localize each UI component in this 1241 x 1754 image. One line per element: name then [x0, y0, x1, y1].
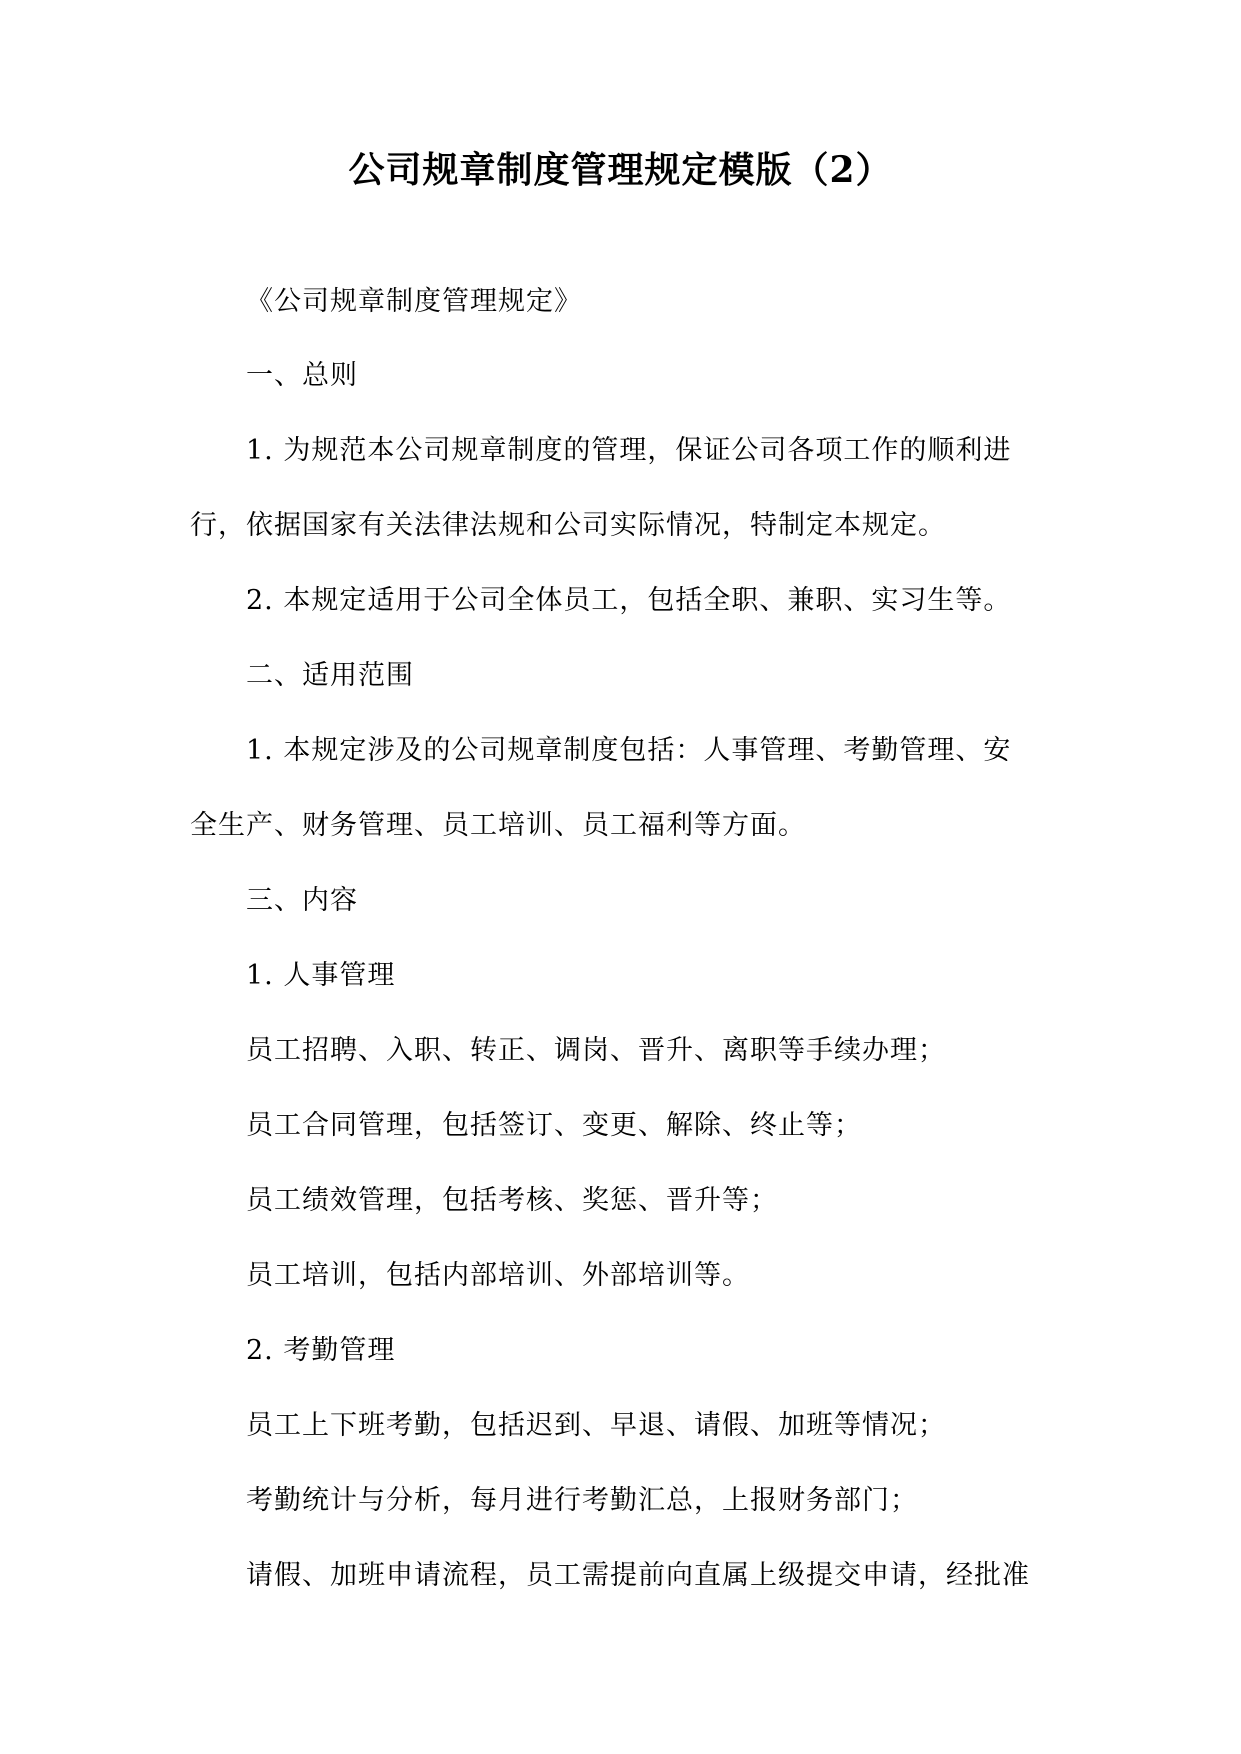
doc-heading: 《公司规章制度管理规定》: [246, 286, 582, 317]
document-title: 公司规章制度管理规定模版（2）: [348, 149, 893, 191]
paragraph-line: 员工招聘、入职、转正、调岗、晋升、离职等手续办理；: [246, 1035, 946, 1066]
paragraph-line: 行，依据国家有关法律法规和公司实际情况，特制定本规定。: [190, 510, 946, 541]
paragraph-line: 请假、加班申请流程，员工需提前向直属上级提交申请，经批准: [246, 1560, 1030, 1591]
paragraph-line: 2. 本规定适用于公司全体员工，包括全职、兼职、实习生等。: [246, 585, 1012, 616]
section-heading-content: 三、内容: [246, 885, 358, 916]
paragraph-line: 员工培训，包括内部培训、外部培训等。: [246, 1260, 750, 1291]
subsection-heading-hr: 1. 人事管理: [246, 960, 396, 991]
paragraph-line: 1. 为规范本公司规章制度的管理，保证公司各项工作的顺利进: [246, 435, 1012, 466]
paragraph-line: 全生产、财务管理、员工培训、员工福利等方面。: [190, 810, 806, 841]
section-heading-scope: 二、适用范围: [246, 660, 414, 691]
paragraph-line: 员工上下班考勤，包括迟到、早退、请假、加班等情况；: [246, 1410, 946, 1441]
paragraph-line: 1. 本规定涉及的公司规章制度包括：人事管理、考勤管理、安: [246, 735, 1012, 766]
section-heading-general: 一、总则: [246, 360, 358, 391]
paragraph-line: 考勤统计与分析，每月进行考勤汇总，上报财务部门；: [246, 1485, 918, 1516]
paragraph-line: 员工绩效管理，包括考核、奖惩、晋升等；: [246, 1185, 778, 1216]
subsection-heading-attendance: 2. 考勤管理: [246, 1335, 396, 1366]
paragraph-line: 员工合同管理，包括签订、变更、解除、终止等；: [246, 1110, 862, 1141]
